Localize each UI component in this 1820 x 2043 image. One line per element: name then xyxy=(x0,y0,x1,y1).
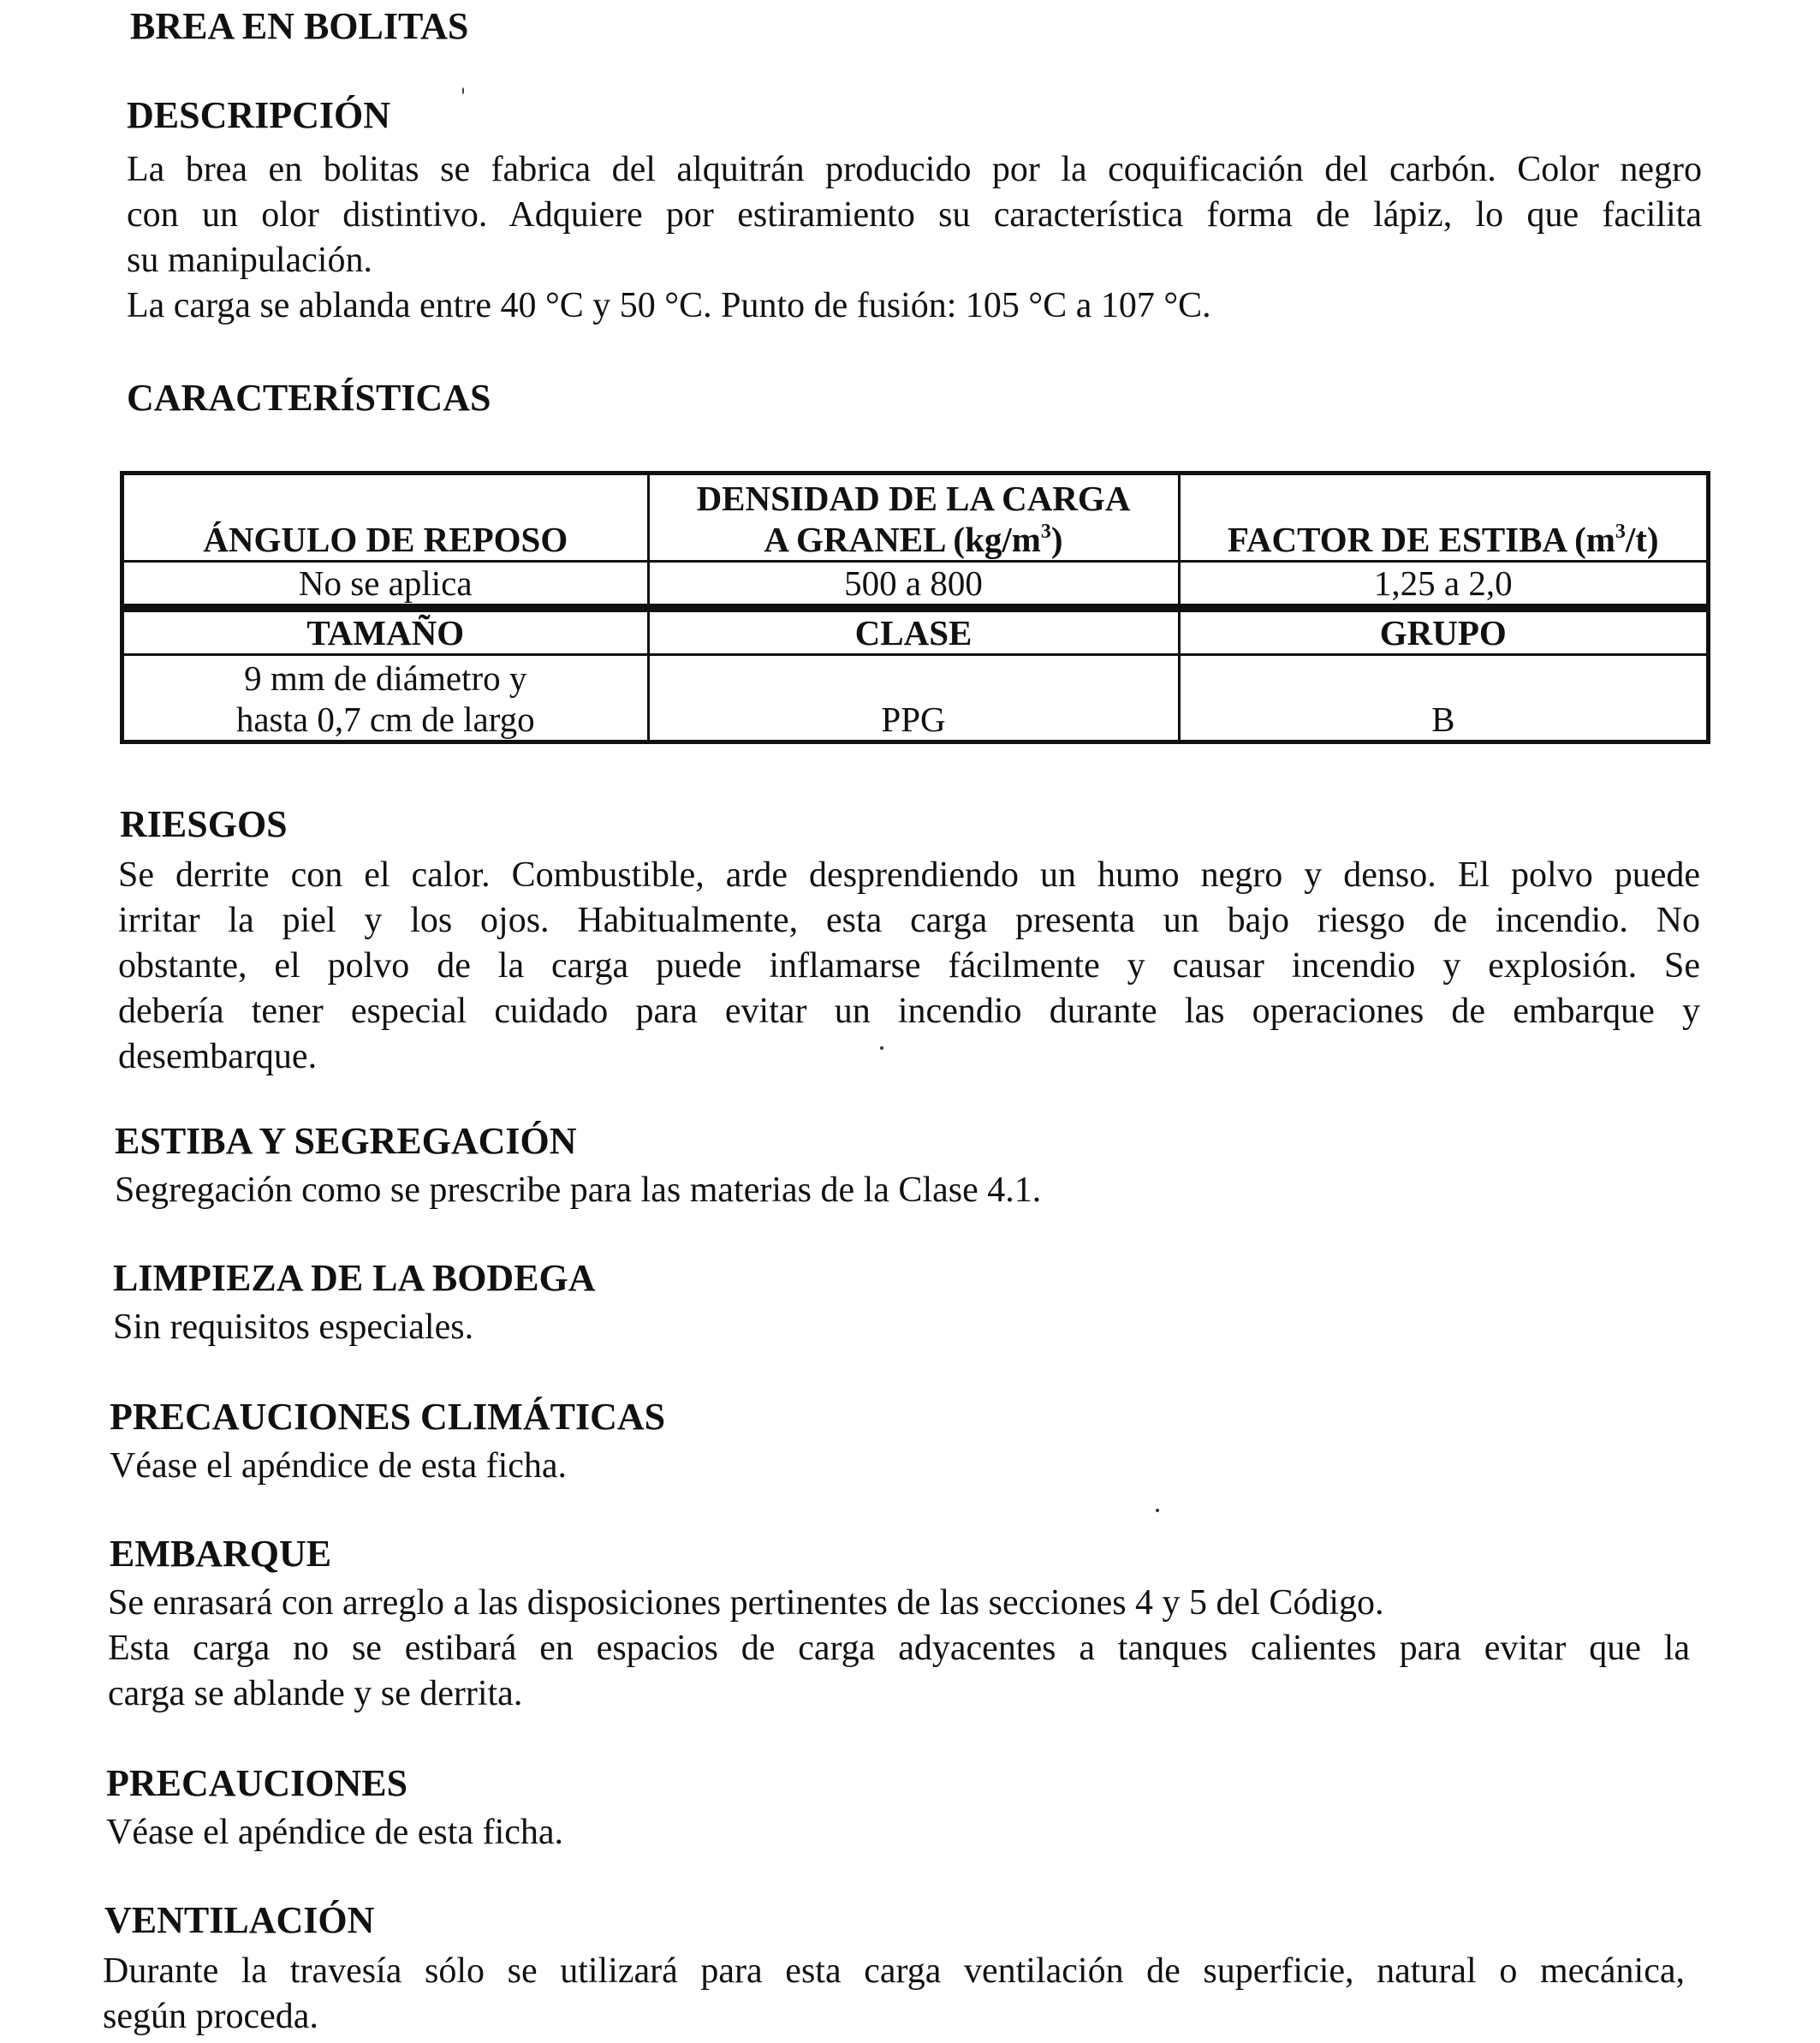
text-line: La carga se ablanda entre 40 °C y 50 °C. Punto de fusión: 105 °C a 107 °C. xyxy=(127,286,1211,325)
text-line: irritar la piel y los ojos. Habitualmente, esta carga presenta un bajo riesgo de incendio. No xyxy=(118,901,1700,940)
characteristics-table xyxy=(120,471,1710,744)
limpieza-heading: LIMPIEZA DE LA BODEGA xyxy=(113,1257,596,1299)
text-line: Sin requisitos especiales. xyxy=(113,1307,474,1347)
text-line: Véase el apéndice de esta ficha. xyxy=(110,1446,568,1486)
estiba-heading: ESTIBA Y SEGREGACIÓN xyxy=(115,1120,577,1162)
text-line: desembarque. xyxy=(118,1037,318,1076)
value-tamano: 9 mm de diámetro y hasta 0,7 cm de largo xyxy=(124,654,648,740)
value-angulo: No se aplica xyxy=(124,561,648,608)
text-line: Segregación como se prescribe para las materias de la Clase 4.1. xyxy=(115,1170,1042,1210)
text-line: Se derrite con el calor. Combustible, arde desprendiendo un humo negro y denso. El polvo puede xyxy=(118,855,1700,895)
value-grupo: B xyxy=(1179,654,1706,740)
header-angulo: ÁNGULO DE REPOSO xyxy=(124,475,648,561)
descripcion-text xyxy=(127,147,1702,329)
climaticas-heading: PRECAUCIONES CLIMÁTICAS xyxy=(110,1396,666,1438)
caracteristicas-heading: CARACTERÍSTICAS xyxy=(127,377,491,419)
scan-speck xyxy=(1156,1509,1159,1512)
value-densidad: 500 a 800 xyxy=(648,561,1179,608)
embarque-text xyxy=(108,1581,1690,1717)
text-line: con un olor distintivo. Adquiere por estiramiento su característica forma de lápiz, lo que facilita xyxy=(127,195,1702,235)
header-clase: CLASE xyxy=(648,608,1179,655)
text-line: carga se ablande y se derrita. xyxy=(108,1674,523,1713)
header-factor-estiba: FACTOR DE ESTIBA $(m^3/t)$ xyxy=(1179,475,1706,561)
ventilacion-heading: VENTILACIÓN xyxy=(104,1899,375,1941)
ventilacion-text xyxy=(103,1949,1685,2040)
text-line: según proceda. xyxy=(103,1997,318,2036)
document-title: BREA EN BOLITAS xyxy=(130,5,469,47)
scan-speck xyxy=(462,87,464,94)
estiba-text xyxy=(115,1168,1698,1213)
descripcion-heading: DESCRIPCIÓN xyxy=(127,94,391,136)
embarque-heading: EMBARQUE xyxy=(110,1533,332,1575)
value-clase: PPG xyxy=(648,654,1179,740)
precauciones-heading: PRECAUCIONES xyxy=(106,1762,408,1804)
header-grupo: GRUPO xyxy=(1179,608,1706,655)
text-line: Véase el apéndice de esta ficha. xyxy=(106,1813,564,1852)
text-line: su manipulación. xyxy=(127,241,372,280)
text-line: debería tener especial cuidado para evitar un incendio durante las operaciones de embarque y xyxy=(118,992,1700,1031)
riesgos-text xyxy=(118,853,1700,1080)
header-densidad: DENSIDAD DE LA CARGA A GRANEL $(kg/m^3)$ xyxy=(648,475,1179,561)
text-line: obstante, el polvo de la carga puede inflamarse fácilmente y causar incendio y explosión. Se xyxy=(118,946,1700,986)
limpieza-text xyxy=(113,1305,1697,1350)
text-line: La brea en bolitas se fabrica del alquitrán producido por la coquificación del carbón. Color negro xyxy=(127,150,1702,189)
text-line: Esta carga no se estibará en espacios de carga adyacentes a tanques calientes para evitar que la xyxy=(108,1629,1690,1668)
scan-speck xyxy=(880,1046,883,1050)
text-line: Se enrasará con arreglo a las disposiciones pertinentes de las secciones 4 y 5 del Código. xyxy=(108,1583,1384,1623)
climaticas-text xyxy=(110,1444,1693,1489)
precauciones-text xyxy=(106,1810,1690,1855)
value-factor-estiba: 1,25 a 2,0 xyxy=(1179,561,1706,608)
text-line: Durante la travesía sólo se utilizará para esta carga ventilación de superficie, natural o mecánica, xyxy=(103,1951,1685,1991)
header-tamano: TAMAÑO xyxy=(124,608,648,655)
riesgos-heading: RIESGOS xyxy=(120,803,288,845)
